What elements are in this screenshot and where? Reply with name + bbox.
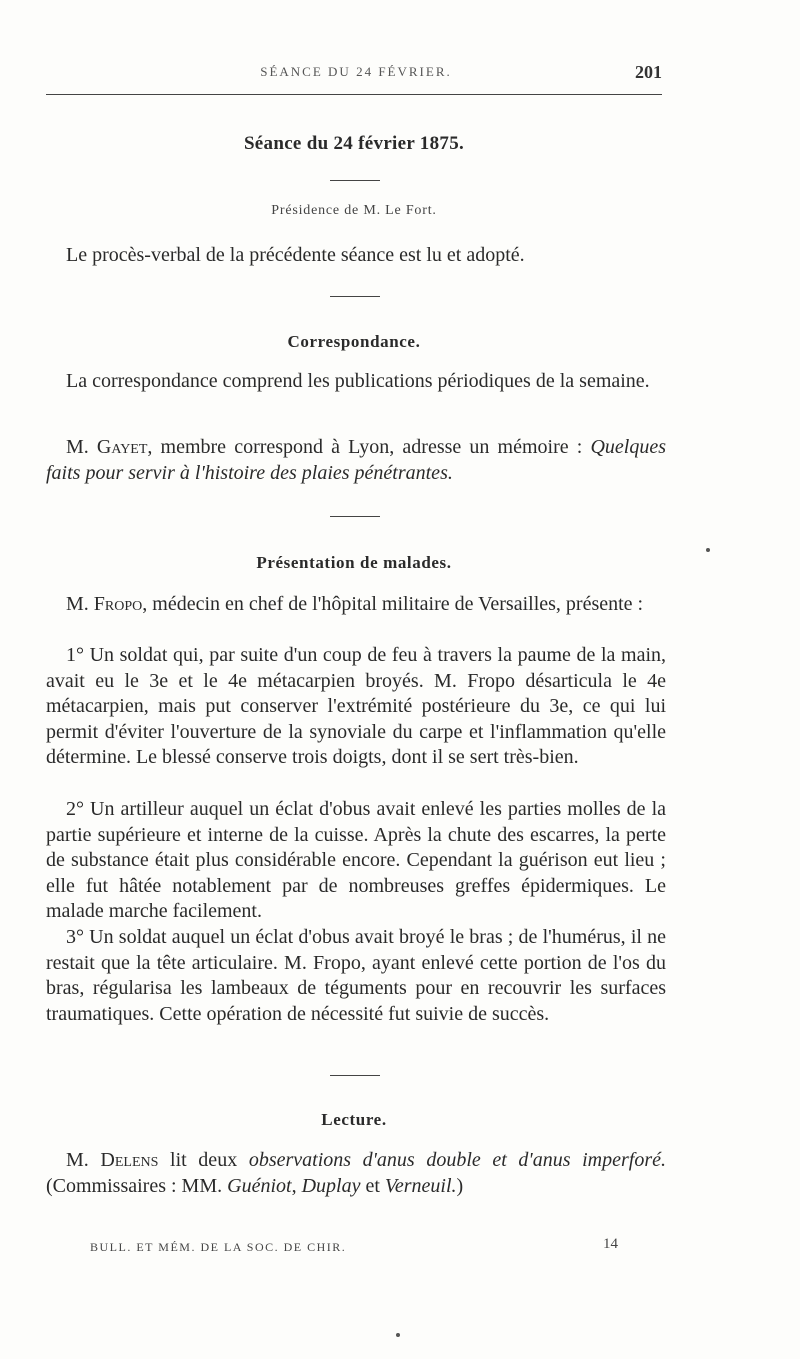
correspondance-heading: Correspondance. <box>287 332 421 351</box>
presidence-line: Présidence de M. Le Fort. <box>271 203 437 218</box>
divider-rule <box>330 296 380 297</box>
page-number: 201 <box>635 62 662 82</box>
author-name: Fropo <box>93 593 143 615</box>
case-1-paragraph: 1° Un soldat qui, par suite d'un coup de feu à travers la paume de la main, avait eu le 3e et le 4e métacarpien broyés. M. Fropo désarticula le 4e métacarpien, mais put conserver l'extrémité postérieure du 3e, ce qui lui permit d'éviter l'ouverture de la synoviale du carpe et l'inflammation qu'elle détermine. Le blessé conserve trois doigts, dont il se sert très-bien. <box>46 644 666 769</box>
commissaire-name: Guéniot <box>227 1174 292 1197</box>
memoir-title: Quelques faits pour servir à l'histoire des plaies pénétrantes. <box>46 436 666 484</box>
correspondance-paragraph: La correspondance comprend les publications périodiques de la semaine. <box>66 370 650 392</box>
footer-signature: BULL. ET MÉM. DE LA SOC. DE CHIR. <box>90 1240 347 1254</box>
commissaire-name: Duplay <box>301 1174 361 1197</box>
gayet-paragraph: M. Gayet, membre correspond à Lyon, adresse un mémoire : Quelques faits pour servir à l'histoire des plaies pénétrantes. <box>46 436 666 484</box>
author-name: Delens <box>100 1149 159 1171</box>
lecture-heading: Lecture. <box>321 1110 387 1129</box>
divider-rule <box>330 180 380 181</box>
case-3-paragraph: 3° Un soldat auquel un éclat d'obus avait broyé le bras ; de l'humérus, il ne restait que la tête articulaire. M. Fropo, ayant enlevé cette portion de l'os du bras, régularisa les lambeaux de téguments pour en recouvrir les surfaces traumatiques. Cette opération de nécessité fut suivie de succès. <box>46 926 666 1025</box>
author-name: Gayet <box>96 436 148 458</box>
running-head <box>46 62 666 86</box>
presentation-heading: Présentation de malades. <box>256 553 452 572</box>
footer-signature-number: 14 <box>603 1236 618 1252</box>
divider-rule <box>330 516 380 517</box>
commissaire-name: Verneuil. <box>384 1174 457 1197</box>
proces-verbal-paragraph: Le procès-verbal de la précédente séance est lu et adopté. <box>66 244 525 266</box>
observation-title: observations d'anus double et d'anus imperforé. <box>248 1149 666 1171</box>
header-rule <box>46 94 662 95</box>
seance-title: Séance du 24 février 1875. <box>243 133 465 154</box>
running-head-title: SÉANCE DU 24 FÉVRIER. <box>260 64 452 79</box>
divider-rule <box>330 1075 380 1076</box>
case-2-paragraph: 2° Un artilleur auquel un éclat d'obus avait enlevé les parties molles de la partie supérieure et interne de la cuisse. Après la chute des escarres, la perte de substance était plus considérable encore. Cependant la guérison eut lieu ; elle fut hâtée notablement par de nombreuses greffes épidermiques. Le malade marche facilement. <box>46 798 666 923</box>
print-speck <box>706 548 710 552</box>
print-speck <box>396 1333 400 1337</box>
fropo-intro-paragraph: M. Fropo, médecin en chef de l'hôpital militaire de Versailles, présente : <box>66 593 644 615</box>
delens-paragraph: M. Delens lit deux observations d'anus double et d'anus imperforé. (Commissaires : MM. Guéniot, Duplay et Verneuil.) <box>46 1149 666 1197</box>
